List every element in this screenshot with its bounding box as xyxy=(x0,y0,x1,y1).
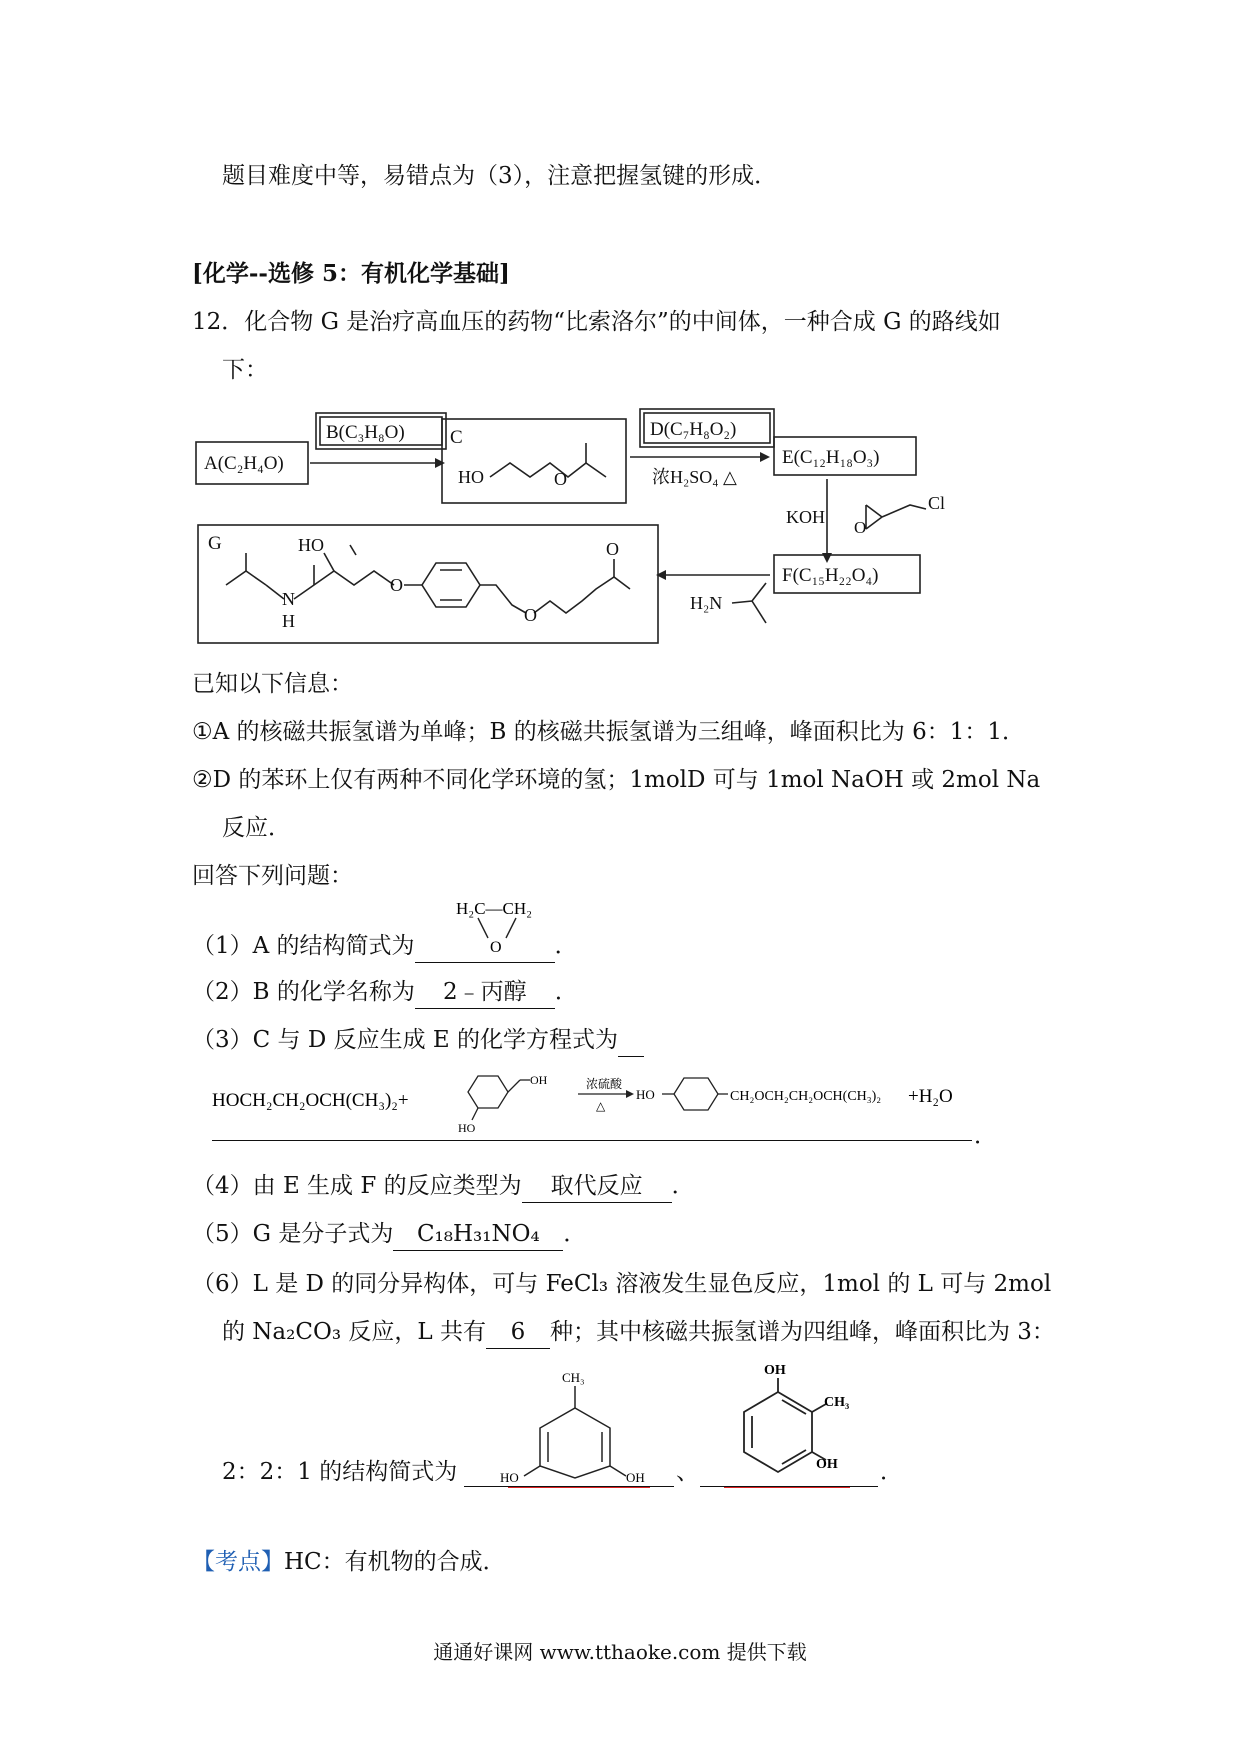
q3-suffix: ． xyxy=(974,1123,997,1149)
epox-cl: Cl xyxy=(928,493,946,513)
q4-line xyxy=(192,1170,695,1203)
s2-oh-top: OH xyxy=(764,1363,786,1378)
label-b: B(C₃H₈O) xyxy=(326,422,405,443)
q6-line2-suffix: 种；其中核磁共振氢谱为四组峰，峰面积比为 3： xyxy=(549,1319,1055,1345)
kaodian-line xyxy=(192,1546,506,1578)
q6-structure-2 xyxy=(720,1356,870,1486)
q5-suffix: ． xyxy=(563,1221,587,1247)
label-g: G xyxy=(208,533,222,554)
q3-ho1: HO xyxy=(458,1121,476,1135)
q3-water: +H₂O xyxy=(908,1086,953,1107)
q2-prefix: （2）B 的化学名称为 xyxy=(192,979,415,1005)
label-a: A(C₂H₄O) xyxy=(204,453,284,474)
kaodian-text: HC：有机物的合成． xyxy=(284,1549,506,1575)
s1-oh: OH xyxy=(626,1470,645,1485)
q5-prefix: （5）G 是分子式为 xyxy=(192,1221,394,1247)
q6-count: 6 xyxy=(486,1316,550,1349)
label-e: E(C₁₂H₁₈O₃) xyxy=(782,447,880,468)
q3-ho2: HO xyxy=(636,1087,655,1102)
q3-line xyxy=(192,1024,644,1057)
q6-line3-prefix: 2：2：1 的结构简式为 xyxy=(222,1459,458,1485)
label-f: F(C₁₅H₂₂O₄) xyxy=(782,565,879,586)
q4-suffix: ． xyxy=(671,1173,695,1199)
g-n: N xyxy=(282,589,295,609)
q4-prefix: （4）由 E 生成 F 的反应类型为 xyxy=(192,1173,522,1199)
box-c xyxy=(442,419,626,503)
label-c: C xyxy=(450,427,463,448)
q3-cond: 浓硫酸 xyxy=(586,1077,623,1091)
g-h: H xyxy=(282,611,295,631)
q1-struct-o: O xyxy=(490,939,502,956)
q6-blank-1-answer-mark xyxy=(508,1487,650,1488)
label-cond: 浓H₂SO₄ △ xyxy=(652,467,737,487)
intro-line: 题目难度中等，易错点为（3），注意把握氢键的形成． xyxy=(222,163,778,189)
label-koh: KOH xyxy=(786,507,825,527)
q1-suffix: ． xyxy=(554,933,578,959)
s2-ch3: CH₃ xyxy=(824,1395,850,1410)
q3-product: CH₂OCH₂CH₂OCH(CH₃)₂ xyxy=(730,1089,882,1104)
synthesis-scheme xyxy=(190,405,980,650)
page-footer: 通通好课网 www.tthaoke.com 提供下载 xyxy=(433,1640,807,1664)
q3-blank xyxy=(618,1024,644,1057)
label-d: D(C₇H₈O₂) xyxy=(650,419,737,440)
q6-line2-prefix: 的 Na₂CO₃ 反应，L 共有 xyxy=(222,1319,486,1345)
q5-line xyxy=(192,1218,586,1251)
q3-answer-line xyxy=(212,1140,972,1141)
section-title: [化学--选修 5：有机化学基础] xyxy=(192,260,510,287)
c-ho: HO xyxy=(458,467,484,487)
g-ho: HO xyxy=(298,535,324,555)
known-item2a: ②D 的苯环上仅有两种不同化学环境的氢；1molD 可与 1mol NaOH 或 2mol Na xyxy=(192,767,1041,793)
s1-ho: HO xyxy=(500,1470,519,1485)
question-line1: 12．化合物 G 是治疗高血压的药物“比索洛尔”的中间体，一种合成 G 的路线如 xyxy=(192,309,1001,335)
q3-delta: △ xyxy=(596,1099,606,1113)
q6-suffix: ． xyxy=(880,1459,903,1485)
q3-oh: OH xyxy=(530,1073,548,1087)
q3-reactant: HOCH₂CH₂OCH(CH₃)₂+ xyxy=(212,1090,409,1111)
c-o: O xyxy=(554,469,567,489)
q2-line xyxy=(192,976,578,1009)
known-item1: ①A 的核磁共振氢谱为单峰；B 的核磁共振氢谱为三组峰，峰面积比为 6：1：1． xyxy=(192,719,1025,745)
q3-prefix: （3）C 与 D 反应生成 E 的化学方程式为 xyxy=(192,1027,619,1053)
s1-ch3: CH₃ xyxy=(562,1370,585,1385)
q1-struct-top: H₂C—CH₂ xyxy=(456,899,533,918)
s2-oh: OH xyxy=(816,1457,838,1472)
q4-answer: 取代反应 xyxy=(522,1170,672,1203)
box-g xyxy=(198,525,658,643)
g-o2: O xyxy=(524,605,537,625)
known-heading: 已知以下信息： xyxy=(192,671,353,697)
question-line2: 下： xyxy=(222,357,268,383)
q6-line2 xyxy=(222,1316,1055,1349)
answer-heading: 回答下列问题： xyxy=(192,863,353,889)
known-item2b: 反应． xyxy=(222,815,291,841)
epox-o: O xyxy=(854,518,867,537)
q1-prefix: （1）A 的结构简式为 xyxy=(192,933,415,959)
q6-line1: （6）L 是 D 的同分异构体，可与 FeCl₃ 溶液发生显色反应，1mol 的 L 可与 2mol xyxy=(192,1271,1052,1297)
q3-equation xyxy=(208,1068,988,1140)
q6-blank-1 xyxy=(464,1486,674,1487)
label-h2n: H₂N xyxy=(690,593,723,613)
g-o1: O xyxy=(390,575,403,595)
q2-answer: 2﹣丙醇 xyxy=(415,976,555,1009)
g-o3: O xyxy=(606,539,619,559)
q6-blank-2-answer-mark xyxy=(724,1487,850,1488)
q1-epoxide-structure xyxy=(450,896,550,958)
q6-sep: 、 xyxy=(676,1459,699,1485)
kaodian-label: 【考点】 xyxy=(192,1549,284,1575)
q5-answer: C₁₈H₃₁NO₄ xyxy=(393,1218,563,1251)
q6-blank-2 xyxy=(700,1486,878,1487)
q6-structure-1 xyxy=(490,1368,660,1488)
q2-suffix: ． xyxy=(554,979,578,1005)
